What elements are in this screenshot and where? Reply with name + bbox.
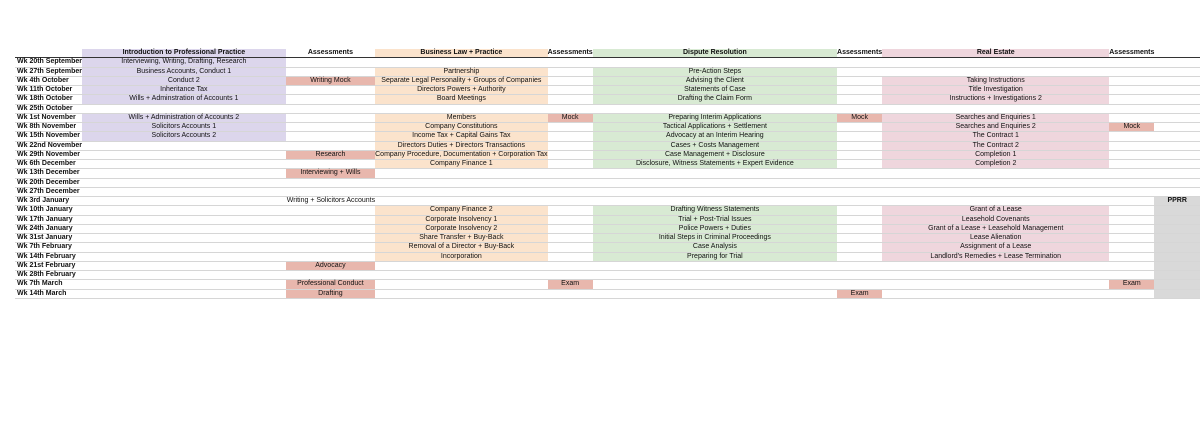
- cell-pprr: [1154, 178, 1200, 187]
- cell-dispute-resolution: Cases + Costs Management: [593, 141, 837, 150]
- cell-business-assessment: [548, 261, 593, 270]
- header-business-assessment: Assessments: [547, 49, 593, 57]
- cell-intro-practice: [82, 169, 286, 178]
- cell-real-estate: [882, 261, 1109, 270]
- cell-business-law: Directors Duties + Directors Transactions: [375, 141, 547, 150]
- cell-intro-assessment: [286, 243, 375, 252]
- cell-intro-practice: Wills + Administration of Accounts 2: [82, 113, 286, 122]
- cell-business-assessment: [548, 169, 593, 178]
- cell-intro-assessment: [286, 95, 375, 104]
- cell-dispute-assessment: [837, 132, 882, 141]
- cell-intro-assessment: [286, 234, 375, 243]
- cell-pprr: [1154, 187, 1200, 196]
- cell-business-law: Directors Powers + Authority: [375, 86, 547, 95]
- cell-intro-practice: [82, 234, 286, 243]
- cell-dispute-resolution: Preparing Interim Applications: [593, 113, 837, 122]
- cell-real-estate-assessment: [1109, 160, 1154, 169]
- week-label: Wk 4th October: [15, 76, 82, 85]
- table-row: [15, 224, 1200, 233]
- cell-intro-practice: [82, 141, 286, 150]
- cell-dispute-resolution: Drafting Witness Statements: [593, 206, 837, 215]
- cell-dispute-resolution: Advocacy at an Interim Hearing: [593, 132, 837, 141]
- table-row: [15, 215, 1200, 224]
- cell-real-estate-assessment: [1109, 197, 1154, 206]
- cell-pprr: [1154, 86, 1200, 95]
- cell-real-estate-assessment: Exam: [1109, 280, 1154, 289]
- cell-real-estate-assessment: [1109, 95, 1154, 104]
- cell-real-estate: [882, 271, 1109, 280]
- cell-real-estate-assessment: [1109, 261, 1154, 270]
- table-row: [15, 178, 1200, 187]
- cell-real-estate: [882, 178, 1109, 187]
- cell-pprr: [1154, 58, 1200, 67]
- cell-dispute-resolution: [593, 197, 837, 206]
- header-row: [15, 49, 1200, 58]
- cell-business-assessment: [548, 252, 593, 261]
- cell-real-estate: Leasehold Covenants: [882, 215, 1109, 224]
- cell-real-estate-assessment: [1109, 76, 1154, 85]
- cell-real-estate-assessment: [1109, 187, 1154, 196]
- cell-intro-practice: [82, 289, 286, 298]
- cell-dispute-assessment: [837, 169, 882, 178]
- table-row: [15, 271, 1200, 280]
- week-label: Wk 14th February: [15, 252, 82, 261]
- cell-business-assessment: [548, 234, 593, 243]
- cell-dispute-assessment: [837, 280, 882, 289]
- cell-business-law: [375, 271, 547, 280]
- cell-intro-assessment: Writing Mock: [286, 76, 375, 85]
- cell-pprr: [1154, 160, 1200, 169]
- cell-intro-practice: [82, 150, 286, 159]
- cell-business-assessment: [548, 289, 593, 298]
- table-row: [15, 252, 1200, 261]
- cell-business-law: Income Tax + Capital Gains Tax: [375, 132, 547, 141]
- cell-dispute-assessment: Exam: [837, 289, 882, 298]
- table-row: [15, 76, 1200, 85]
- cell-dispute-assessment: [837, 187, 882, 196]
- cell-intro-assessment: [286, 58, 375, 67]
- week-label: Wk 27th September: [17, 67, 82, 75]
- cell-real-estate-assessment: [1109, 206, 1154, 215]
- header-intro-practice: Introduction to Professional Practice: [82, 49, 286, 58]
- cell-intro-practice: [82, 187, 286, 196]
- cell-business-law: Incorporation: [375, 252, 547, 261]
- cell-dispute-assessment: [837, 104, 882, 113]
- cell-real-estate: Assignment of a Lease: [882, 243, 1109, 252]
- cell-business-law: Company Finance 1: [375, 160, 547, 169]
- table-row: [15, 197, 1200, 206]
- cell-dispute-resolution: Tactical Applications + Settlement: [593, 123, 837, 132]
- cell-dispute-resolution: [593, 271, 837, 280]
- cell-business-assessment: [548, 132, 593, 141]
- cell-dispute-resolution: Preparing for Trial: [593, 252, 837, 261]
- cell-intro-assessment: [286, 206, 375, 215]
- table-row: [15, 86, 1200, 95]
- week-label: Wk 15th November: [17, 132, 81, 140]
- cell-real-estate: [882, 67, 1109, 76]
- cell-real-estate: Searches and Enquiries 1: [882, 113, 1109, 122]
- cell-real-estate-assessment: Mock: [1109, 123, 1154, 132]
- cell-intro-assessment: Interviewing + Wills: [286, 169, 375, 178]
- cell-pprr: [1154, 141, 1200, 150]
- cell-dispute-assessment: [837, 224, 882, 233]
- cell-real-estate-assessment: [1109, 252, 1154, 261]
- table-row: [15, 289, 1200, 298]
- cell-real-estate: Title Investigation: [882, 86, 1109, 95]
- table-row: [15, 234, 1200, 243]
- cell-business-law: Members: [375, 113, 547, 122]
- cell-dispute-resolution: Trial + Post-Trial Issues: [593, 215, 837, 224]
- cell-pprr: [1154, 289, 1200, 298]
- cell-pprr: [1154, 206, 1200, 215]
- table-row: [15, 67, 1200, 76]
- cell-real-estate: The Contract 2: [882, 141, 1109, 150]
- cell-business-law: Company Finance 2: [375, 206, 547, 215]
- week-label: Wk 11th October: [15, 86, 82, 95]
- cell-pprr: [1154, 234, 1200, 243]
- cell-intro-assessment: [286, 132, 375, 141]
- header-intro-assessment: Assessments: [286, 49, 375, 58]
- cell-business-law: Separate Legal Personality + Groups of Companies: [375, 76, 547, 85]
- table-row: [15, 169, 1200, 178]
- week-label: Wk 20th December: [15, 178, 82, 187]
- cell-intro-assessment: [286, 86, 375, 95]
- cell-real-estate-assessment: [1109, 215, 1154, 224]
- cell-business-law: Removal of a Director + Buy-Back: [375, 243, 547, 252]
- cell-business-assessment: [548, 123, 593, 132]
- cell-intro-practice: [82, 206, 286, 215]
- table-row: [15, 261, 1200, 270]
- week-label: Wk 25th October: [15, 104, 82, 113]
- cell-dispute-assessment: Mock: [837, 113, 882, 122]
- timetable-grid: [15, 49, 1200, 299]
- cell-dispute-assessment: [837, 141, 882, 150]
- table-row: [15, 187, 1200, 196]
- cell-pprr: [1154, 113, 1200, 122]
- cell-business-law: Share Transfer + Buy-Back: [375, 234, 547, 243]
- cell-business-assessment: Mock: [548, 113, 593, 122]
- cell-pprr: [1154, 67, 1200, 76]
- cell-real-estate: [882, 169, 1109, 178]
- cell-dispute-assessment: [837, 271, 882, 280]
- cell-intro-practice: [82, 178, 286, 187]
- cell-business-law: [375, 104, 547, 113]
- cell-intro-assessment: Research: [286, 150, 375, 159]
- cell-real-estate-assessment: [1109, 58, 1154, 67]
- cell-dispute-resolution: Advising the Client: [593, 76, 837, 85]
- cell-intro-assessment: Advocacy: [286, 261, 375, 270]
- cell-intro-practice: Conduct 2: [82, 76, 286, 85]
- cell-intro-assessment: [286, 67, 375, 76]
- cell-dispute-assessment: [837, 58, 882, 67]
- cell-dispute-assessment: [837, 95, 882, 104]
- table-row: [15, 160, 1200, 169]
- cell-intro-assessment: [286, 160, 375, 169]
- cell-business-assessment: [548, 58, 593, 67]
- header-pprr: [1154, 49, 1200, 58]
- cell-real-estate: [882, 197, 1109, 206]
- week-label: Wk 14th March: [15, 289, 82, 298]
- cell-intro-practice: [82, 197, 286, 206]
- week-label: Wk 31st January: [15, 234, 82, 243]
- cell-business-assessment: [548, 141, 593, 150]
- cell-dispute-assessment: [837, 86, 882, 95]
- table-row: [15, 280, 1200, 289]
- cell-intro-assessment: [286, 178, 375, 187]
- cell-business-assessment: [548, 243, 593, 252]
- cell-dispute-assessment: [837, 150, 882, 159]
- cell-business-assessment: [548, 95, 593, 104]
- cell-dispute-resolution: [593, 289, 837, 298]
- week-label: Wk 17th January: [15, 215, 82, 224]
- cell-dispute-resolution: Initial Steps in Criminal Proceedings: [593, 234, 837, 243]
- week-label: Wk 21st February: [15, 261, 82, 270]
- week-label: Wk 3rd January: [15, 197, 82, 206]
- cell-real-estate: Lease Alienation: [882, 234, 1109, 243]
- cell-intro-assessment: [286, 187, 375, 196]
- cell-dispute-resolution: Pre-Action Steps: [593, 67, 837, 76]
- cell-intro-assessment: [286, 252, 375, 261]
- cell-real-estate: Landlord's Remedies + Lease Termination: [882, 252, 1109, 261]
- cell-dispute-resolution: [593, 187, 837, 196]
- cell-business-assessment: [548, 271, 593, 280]
- cell-business-assessment: [548, 187, 593, 196]
- table-row: [15, 132, 1200, 141]
- cell-real-estate-assessment: [1109, 234, 1154, 243]
- cell-dispute-assessment: [837, 252, 882, 261]
- week-label: Wk 7th February: [15, 243, 82, 252]
- cell-business-assessment: [548, 86, 593, 95]
- cell-real-estate: Grant of a Lease: [882, 206, 1109, 215]
- cell-intro-practice: Solicitors Accounts 1: [82, 123, 286, 132]
- cell-business-law: Corporate Insolvency 2: [375, 224, 547, 233]
- table-row: [15, 104, 1200, 113]
- cell-intro-assessment: [286, 113, 375, 122]
- cell-business-assessment: [548, 150, 593, 159]
- cell-intro-practice: Interviewing, Writing, Drafting, Research: [82, 58, 286, 67]
- cell-dispute-resolution: [593, 261, 837, 270]
- header-week: [15, 49, 82, 58]
- week-label: Wk 6th December: [15, 160, 82, 169]
- cell-real-estate-assessment: [1109, 289, 1154, 298]
- cell-business-assessment: [548, 224, 593, 233]
- cell-pprr: [1154, 252, 1200, 261]
- cell-dispute-assessment: [837, 123, 882, 132]
- cell-intro-practice: [82, 261, 286, 270]
- cell-dispute-resolution: Police Powers + Duties: [593, 224, 837, 233]
- cell-pprr: [1154, 224, 1200, 233]
- cell-real-estate-assessment: [1109, 113, 1154, 122]
- cell-pprr: [1154, 150, 1200, 159]
- cell-intro-assessment: [286, 141, 375, 150]
- cell-business-assessment: [548, 104, 593, 113]
- cell-intro-practice: [82, 280, 286, 289]
- week-label: Wk 1st November: [15, 113, 82, 122]
- week-label: Wk 28th February: [15, 271, 82, 280]
- header-real-estate-assessment: Assessments: [1109, 49, 1155, 57]
- table-row: [15, 141, 1200, 150]
- cell-business-assessment: [548, 215, 593, 224]
- cell-intro-practice: [82, 104, 286, 113]
- cell-real-estate-assessment: [1109, 104, 1154, 113]
- cell-business-assessment: [548, 206, 593, 215]
- cell-pprr: [1154, 95, 1200, 104]
- cell-real-estate-assessment: [1109, 67, 1154, 76]
- table-row: [15, 123, 1200, 132]
- cell-real-estate-assessment: [1109, 150, 1154, 159]
- cell-pprr: [1154, 104, 1200, 113]
- cell-dispute-resolution: Case Analysis: [593, 243, 837, 252]
- cell-dispute-assessment: [837, 178, 882, 187]
- cell-real-estate: [882, 280, 1109, 289]
- cell-dispute-resolution: Case Management + Disclosure: [593, 150, 837, 159]
- table-row: [15, 95, 1200, 104]
- cell-business-law: [375, 261, 547, 270]
- cell-business-law: [375, 169, 547, 178]
- cell-intro-practice: [82, 215, 286, 224]
- table-row: [15, 150, 1200, 159]
- week-label: Wk 10th January: [15, 206, 82, 215]
- cell-intro-assessment: [286, 271, 375, 280]
- cell-business-law: Board Meetings: [375, 95, 547, 104]
- cell-pprr: [1154, 76, 1200, 85]
- table-row: [15, 243, 1200, 252]
- cell-real-estate: Completion 2: [882, 160, 1109, 169]
- cell-intro-practice: [82, 271, 286, 280]
- cell-dispute-resolution: Drafting the Claim Form: [593, 95, 837, 104]
- cell-intro-practice: Wills + Adminstration of Accounts 1: [82, 95, 286, 104]
- cell-dispute-assessment: [837, 234, 882, 243]
- cell-dispute-assessment: [837, 197, 882, 206]
- cell-dispute-resolution: [593, 178, 837, 187]
- timetable-spreadsheet: [15, 49, 1200, 299]
- cell-dispute-assessment: [837, 160, 882, 169]
- week-label: Wk 24th January: [15, 224, 82, 233]
- cell-real-estate: [882, 289, 1109, 298]
- cell-business-law: Corporate Insolvency 1: [375, 215, 547, 224]
- week-label: Wk 8th November: [15, 123, 82, 132]
- cell-dispute-assessment: [837, 206, 882, 215]
- cell-real-estate-assessment: [1109, 224, 1154, 233]
- table-row: [15, 206, 1200, 215]
- cell-intro-practice: Business Accounts, Conduct 1: [82, 67, 286, 76]
- cell-business-law: [375, 58, 547, 67]
- cell-real-estate-assessment: [1109, 132, 1154, 141]
- cell-intro-assessment: [286, 104, 375, 113]
- cell-dispute-resolution: Disclosure, Witness Statements + Expert Evidence: [593, 160, 837, 169]
- week-label: Wk 13th December: [15, 169, 82, 178]
- cell-dispute-resolution: [593, 104, 837, 113]
- cell-dispute-assessment: [837, 243, 882, 252]
- cell-pprr: [1154, 123, 1200, 132]
- cell-business-assessment: [548, 160, 593, 169]
- cell-dispute-assessment: [837, 67, 882, 76]
- cell-pprr: [1154, 261, 1200, 270]
- cell-intro-assessment: [286, 123, 375, 132]
- cell-real-estate-assessment: [1109, 243, 1154, 252]
- cell-dispute-resolution: Statements of Case: [593, 86, 837, 95]
- week-label: Wk 20th September: [17, 58, 82, 66]
- cell-business-assessment: [548, 67, 593, 76]
- cell-real-estate: Searches and Enquiries 2: [882, 123, 1109, 132]
- cell-pprr: [1154, 169, 1200, 178]
- cell-pprr: [1154, 215, 1200, 224]
- cell-dispute-assessment: [837, 261, 882, 270]
- cell-real-estate: [882, 104, 1109, 113]
- cell-dispute-resolution: [593, 280, 837, 289]
- cell-business-assessment: [548, 76, 593, 85]
- cell-intro-practice: [82, 160, 286, 169]
- cell-real-estate: Taking Instructions: [882, 76, 1109, 85]
- cell-real-estate-assessment: [1109, 86, 1154, 95]
- cell-intro-assessment: [286, 215, 375, 224]
- table-row: [15, 58, 1200, 67]
- cell-intro-practice: Solicitors Accounts 2: [82, 132, 286, 141]
- cell-business-law: [375, 178, 547, 187]
- cell-dispute-assessment: [837, 215, 882, 224]
- week-label: Wk 7th March: [15, 280, 82, 289]
- cell-intro-practice: Inheritance Tax: [82, 86, 286, 95]
- cell-business-assessment: [548, 178, 593, 187]
- cell-pprr: [1154, 132, 1200, 141]
- cell-real-estate: [882, 187, 1109, 196]
- cell-business-law: Company Procedure, Documentation + Corporation Tax: [375, 150, 548, 158]
- cell-business-law: Partnership: [375, 67, 547, 76]
- cell-real-estate: [882, 58, 1109, 67]
- cell-intro-assessment: Writing + Solicitors Accounts: [286, 197, 376, 205]
- week-label: Wk 27th December: [15, 187, 82, 196]
- cell-pprr: [1154, 271, 1200, 280]
- table-row: [15, 113, 1200, 122]
- cell-intro-assessment: [286, 224, 375, 233]
- week-label: Wk 29th November: [17, 150, 81, 158]
- cell-real-estate-assessment: [1109, 141, 1154, 150]
- cell-intro-practice: [82, 243, 286, 252]
- cell-real-estate: Instructions + Investigations 2: [882, 95, 1109, 104]
- cell-intro-assessment: Professional Conduct: [286, 280, 375, 289]
- cell-real-estate-assessment: [1109, 169, 1154, 178]
- cell-dispute-assessment: [837, 76, 882, 85]
- cell-pprr: [1154, 280, 1200, 289]
- week-label: Wk 22nd November: [17, 141, 82, 149]
- cell-pprr: [1154, 243, 1200, 252]
- cell-business-law: [375, 289, 547, 298]
- header-dispute-resolution: Dispute Resolution: [593, 49, 837, 58]
- header-dispute-assessment: Assessments: [837, 49, 883, 57]
- week-label: Wk 18th October: [15, 95, 82, 104]
- cell-business-assessment: Exam: [548, 280, 593, 289]
- cell-intro-practice: [82, 224, 286, 233]
- header-real-estate: Real Estate: [882, 49, 1109, 58]
- cell-business-law: [375, 187, 547, 196]
- cell-real-estate: The Contract 1: [882, 132, 1109, 141]
- cell-intro-assessment: Drafting: [286, 289, 375, 298]
- cell-business-law: [375, 197, 547, 206]
- cell-dispute-resolution: [593, 58, 837, 67]
- cell-dispute-resolution: [593, 169, 837, 178]
- cell-business-assessment: [548, 197, 593, 206]
- header-business-law: Business Law + Practice: [375, 49, 547, 58]
- cell-real-estate: Completion 1: [882, 150, 1109, 159]
- cell-business-law: [375, 280, 547, 289]
- cell-real-estate-assessment: [1109, 271, 1154, 280]
- cell-intro-practice: [82, 252, 286, 261]
- cell-business-law: Company Constitutions: [375, 123, 547, 132]
- cell-real-estate-assessment: [1109, 178, 1154, 187]
- cell-pprr: PPRR: [1154, 197, 1200, 206]
- cell-real-estate: Grant of a Lease + Leasehold Management: [882, 224, 1109, 233]
